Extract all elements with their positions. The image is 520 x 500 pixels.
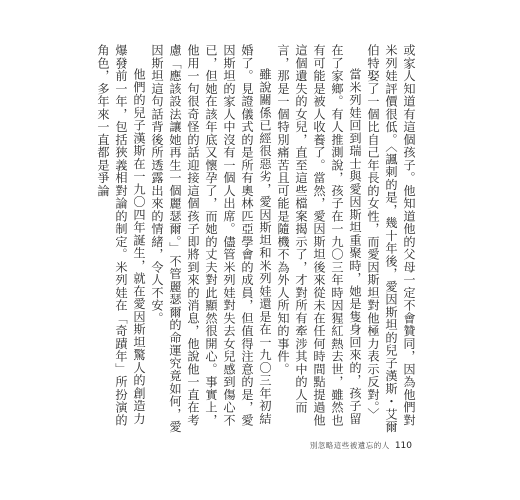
- running-title: 別忽略這些被遺忘的人: [309, 441, 390, 450]
- page-number: 110: [394, 441, 412, 451]
- paragraph-3: 雖說關係已經很惡劣，愛因斯坦和米列娃還是在一九〇三年初結婚了。見證儀式的是所有奧林匹亞學會的成員，但值得注意的是，愛因斯坦的家人中沒有一個人出席。儘管米列娃對失去女兒感到傷心不已，但她在該年底又懷孕了，而她的丈夫對此顯然很開心。事實上，他用一句很奇怪的話迎接這個孩子即將到來的消息，他說他一直在考慮「應該設法讓她再生一個麗瑟爾。」不管麗瑟爾的命運究竟如何，愛因斯坦這句話背後所透露出來的情緒，令人不安。: [150, 44, 272, 434]
- paragraph-1: 或家人知道有這個孩子。他知道他的父母一定不會贊同，因為他們對米列娃評價很低。〈諷刺的是，幾十年後，愛因斯坦的兒子漢斯・艾爾伯特娶了一個比自己年長的女性，而愛因斯坦對他極力表示反對。〉: [366, 44, 416, 434]
- paragraph-4: 他們的兒子漢斯在一九〇四年誕生，就在愛因斯坦驚人的創造力爆發前一年，包括狹義相對論的制定。米列娃在「奇蹟年」所扮演的角色，多年來一直都是爭論: [96, 44, 146, 427]
- vertical-body-text: [96, 44, 418, 436]
- page-footer: [310, 440, 412, 451]
- paragraph-2: 當米列娃回到瑞士與愛因斯坦重聚時，她是隻身回來的，孩子留在了家鄉。有人推測說，孩子在一九〇三年時因猩紅熱去世，雖然也有可能是被人收養了。當然，愛因斯坦後來從未在任何時間點提過他這個遺失的女兒，直至這些檔案揭示了，才對所有牽涉其中的人而言，那是一個特別痛苦且可能是隨機不為外人所知的事件。: [276, 44, 362, 427]
